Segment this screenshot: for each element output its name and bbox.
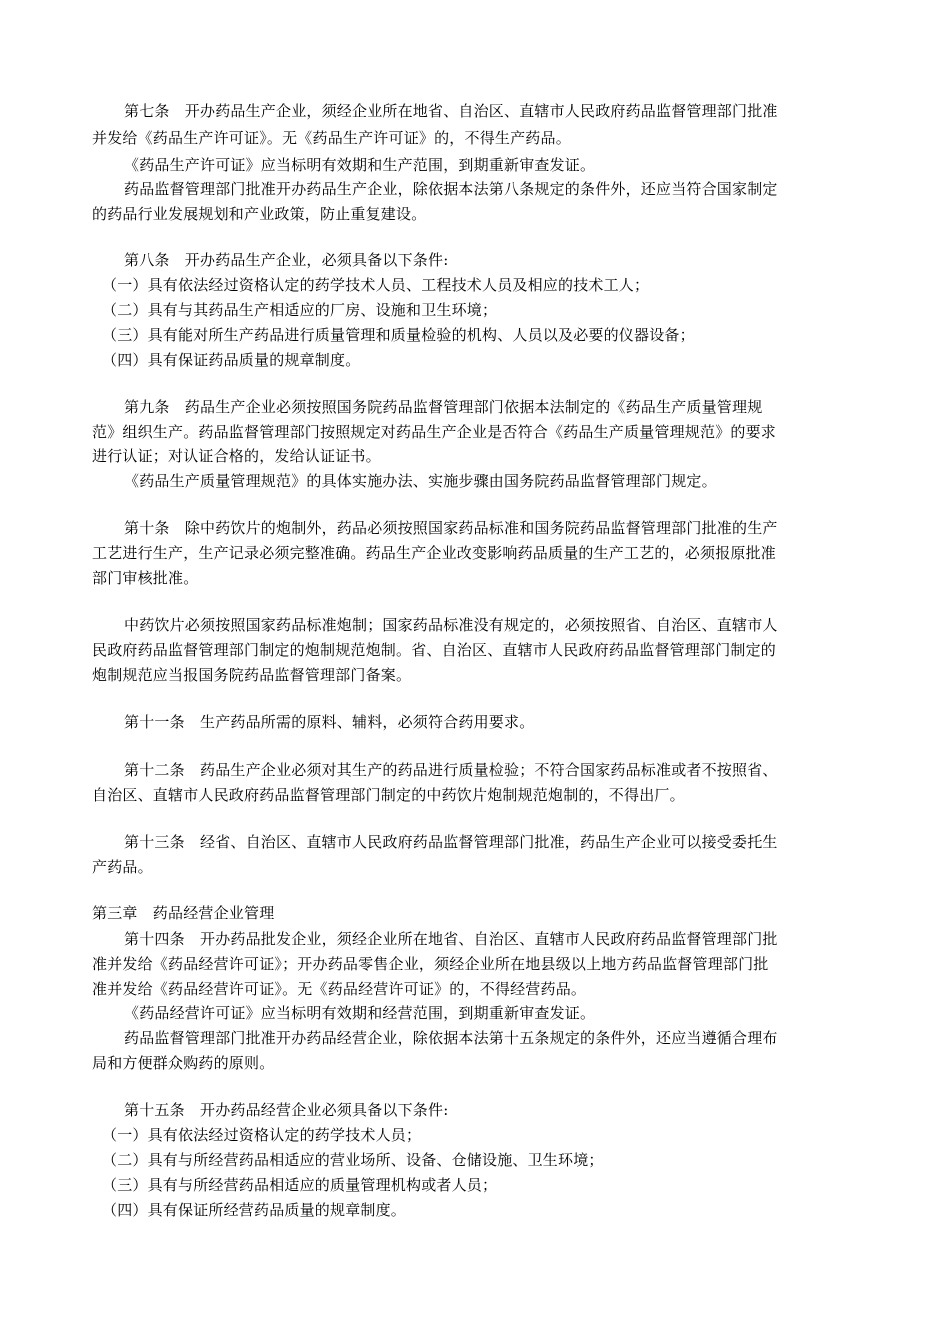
list-item: （一）具有依法经过资格认定的药学技术人员、工程技术人员及相应的技术工人； <box>102 276 650 294</box>
article-14-line: 准并发给《药品经营许可证》。无《药品经营许可证》的，不得经营药品。 <box>92 980 587 998</box>
article-8-heading-line: 第八条 开办药品生产企业，必须具备以下条件: <box>124 251 449 269</box>
article-10-heading-line: 第十条 除中药饮片的炮制外，药品必须按照国家药品标准和国务院药品监督管理部门批准的生产 <box>124 519 778 537</box>
article-7-line: 的药品行业发展规划和产业政策，防止重复建设。 <box>92 205 427 223</box>
article-13-line: 产药品。 <box>92 858 153 876</box>
article-9-paragraph-2: 《药品生产质量管理规范》的具体实施办法、实施步骤由国务院药品监督管理部门规定。 <box>124 472 717 490</box>
list-item: （三）具有能对所生产药品进行质量管理和质量检验的机构、人员以及必要的仪器设备； <box>102 326 695 344</box>
article-14-line: 局和方便群众购药的原则。 <box>92 1054 275 1072</box>
article-9-heading-line: 第九条 药品生产企业必须按照国务院药品监督管理部门依据本法制定的《药品生产质量管理规 <box>124 398 763 416</box>
article-13-heading-line: 第十三条 经省、自治区、直辖市人民政府药品监督管理部门批准，药品生产企业可以接受委托生 <box>124 833 778 851</box>
article-7-paragraph-2: 《药品生产许可证》应当标明有效期和生产范围，到期重新审查发证。 <box>124 156 596 174</box>
article-7-heading-line: 第七条 开办药品生产企业，须经企业所在地省、自治区、直辖市人民政府药品监督管理部门批准 <box>124 102 778 120</box>
list-item: （一）具有依法经过资格认定的药学技术人员； <box>102 1126 422 1144</box>
article-12-heading-line: 第十二条 药品生产企业必须对其生产的药品进行质量检验；不符合国家药品标准或者不按照省、 <box>124 761 778 779</box>
article-10-line: 工艺进行生产，生产记录必须完整准确。药品生产企业改变影响药品质量的生产工艺的，必须报原批准 <box>92 544 777 562</box>
article-15-heading-line: 第十五条 开办药品经营企业必须具备以下条件: <box>124 1101 449 1119</box>
chapter-3-heading: 第三章 药品经营企业管理 <box>92 904 275 922</box>
article-10-line: 部门审核批准。 <box>92 569 199 587</box>
list-item: （二）具有与其药品生产相适应的厂房、设施和卫生环境； <box>102 301 498 319</box>
article-10-line: 民政府药品监督管理部门制定的炮制规范炮制。省、自治区、直辖市人民政府药品监督管理部门制定的 <box>92 641 777 659</box>
list-item: （四）具有保证所经营药品质量的规章制度。 <box>102 1201 407 1219</box>
article-14-line: 准并发给《药品经营许可证》；开办药品零售企业，须经企业所在地县级以上地方药品监督管理部门批 <box>92 955 769 973</box>
list-item: （四）具有保证药品质量的规章制度。 <box>102 351 361 369</box>
list-item: （三）具有与所经营药品相适应的质量管理机构或者人员； <box>102 1176 498 1194</box>
article-7-paragraph-3: 药品监督管理部门批准开办药品生产企业，除依据本法第八条规定的条件外，还应当符合国家制定 <box>124 180 778 198</box>
article-7-line: 并发给《药品生产许可证》。无《药品生产许可证》的，不得生产药品。 <box>92 129 571 147</box>
article-10-paragraph-2: 中药饮片必须按照国家药品标准炮制；国家药品标准没有规定的，必须按照省、自治区、直辖市人 <box>124 616 778 634</box>
article-9-line: 进行认证；对认证合格的，发给认证证书。 <box>92 447 381 465</box>
article-14-paragraph-3: 药品监督管理部门批准开办药品经营企业，除依据本法第十五条规定的条件外，还应当遵循合理布 <box>124 1029 778 1047</box>
article-9-line: 范》组织生产。药品监督管理部门按照规定对药品生产企业是否符合《药品生产质量管理规范》的要求 <box>92 423 777 441</box>
article-14-heading-line: 第十四条 开办药品批发企业，须经企业所在地省、自治区、直辖市人民政府药品监督管理部门批 <box>124 930 778 948</box>
article-14-paragraph-2: 《药品经营许可证》应当标明有效期和经营范围，到期重新审查发证。 <box>124 1004 596 1022</box>
list-item: （二）具有与所经营药品相适应的营业场所、设备、仓储设施、卫生环境； <box>102 1151 604 1169</box>
article-12-line: 自治区、直辖市人民政府药品监督管理部门制定的中药饮片炮制规范炮制的，不得出厂。 <box>92 786 685 804</box>
article-10-line: 炮制规范应当报国务院药品监督管理部门备案。 <box>92 666 412 684</box>
article-11-line: 第十一条 生产药品所需的原料、辅料，必须符合药用要求。 <box>124 713 535 731</box>
